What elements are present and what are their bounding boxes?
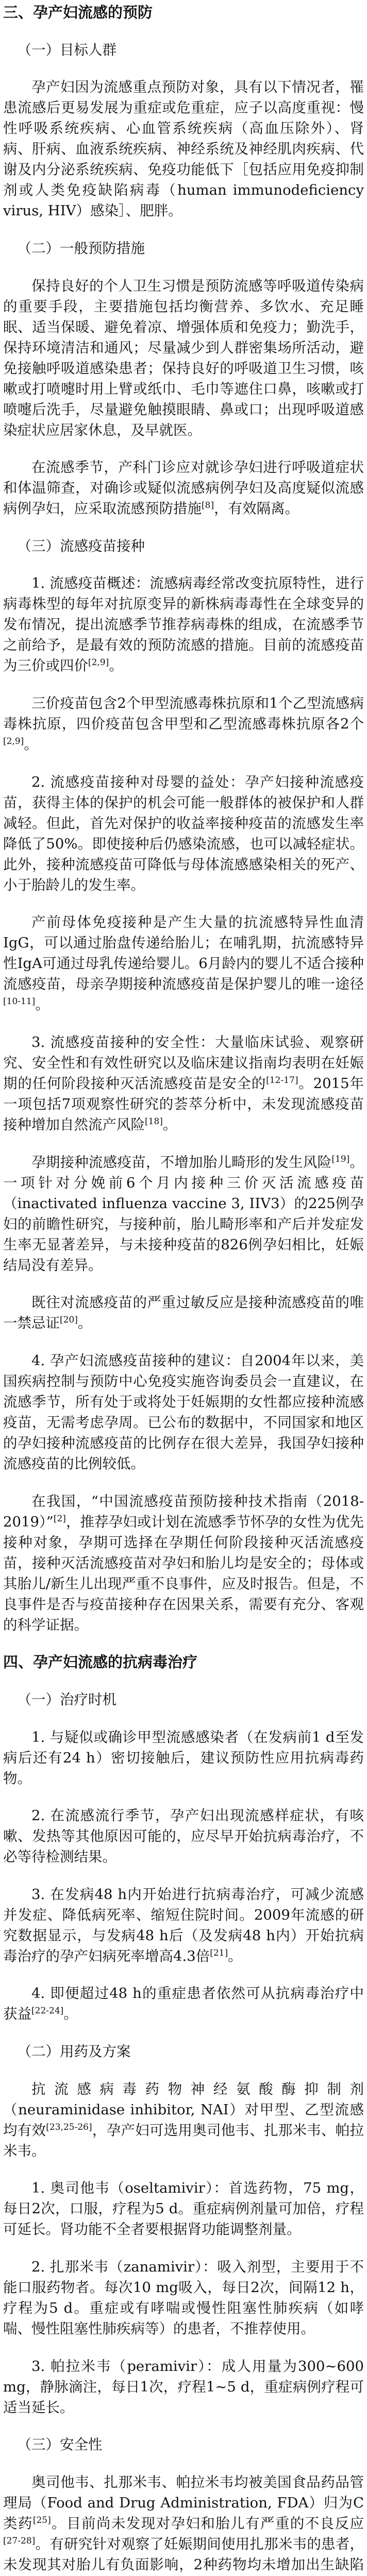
citation-ref: [22-24] bbox=[31, 2006, 64, 2016]
text-run: 。 bbox=[109, 657, 123, 674]
text-run: 3. 帕拉米韦（peramivir）：成人用量为300~600 mg，静脉滴注，每日1次，疗程1~5 d，重症病例疗程可适当延长。 bbox=[3, 2358, 364, 2416]
text-run: 孕期接种流感疫苗，不增加胎儿畸形的发生风险 bbox=[31, 1154, 332, 1171]
text-run: （一）治疗时机 bbox=[17, 1691, 116, 1708]
text-run: 。 bbox=[24, 736, 38, 753]
body-paragraph bbox=[3, 77, 364, 221]
citation-ref: [27-28] bbox=[3, 2535, 36, 2546]
citation-ref: [20] bbox=[60, 1315, 78, 1326]
subsection-heading bbox=[3, 2041, 364, 2062]
text-run: 2. 扎那米韦（zanamivir）：吸入剂型，主要用于不能口服药物者。每次10 mg吸入，每日2次，间隔12 h，疗程为5 d。重症或有哮喘或慢性阻塞性肺疾病（如哮喘、慢性阻塞性肺疾病等）的患者，不推荐使用。 bbox=[3, 2259, 364, 2337]
text-run: ，有效隔离。 bbox=[214, 500, 299, 517]
body-paragraph bbox=[3, 1350, 364, 1474]
body-paragraph bbox=[3, 2079, 364, 2161]
body-paragraph bbox=[3, 1805, 364, 1867]
text-run: 。目前尚未发现对孕妇和胎儿有严重的不良反应 bbox=[51, 2515, 364, 2532]
text-run: （二）用药及方案 bbox=[17, 2043, 131, 2060]
body-paragraph bbox=[3, 1152, 364, 1276]
citation-ref: [23,25-26] bbox=[46, 2122, 92, 2132]
citation-ref: [8] bbox=[202, 500, 214, 511]
body-paragraph bbox=[3, 772, 364, 895]
body-paragraph bbox=[3, 573, 364, 676]
text-run: 4. 孕产妇流感疫苗接种的建议：自2004年以来，美国疾病控制与预防中心免疫实施咨询委员会一直建议，在流感季节，所有处于或将处于妊娠期的女性都应接种流感疫苗，无需考虑孕周。已公布的数据中，不同国家和地区的孕妇接种流感疫苗的比例存在很大差异，我国孕妇接种流感疫苗的比例较低。 bbox=[3, 1352, 364, 1472]
text-run: 在我国，“中国流感疫苗预防接种技术指南（2018-2019）” bbox=[3, 1493, 364, 1530]
citation-ref: [25] bbox=[32, 2515, 51, 2526]
text-run: 奥司他韦、扎那米韦、帕拉米韦均被美国食品药品管理局（Food and Drug Administration, FDA）归为C类药 bbox=[3, 2473, 364, 2532]
text-run: 。 bbox=[63, 2006, 78, 2023]
text-run: （三）安全性 bbox=[17, 2436, 103, 2453]
subsection-heading bbox=[3, 40, 364, 60]
body-paragraph bbox=[3, 457, 364, 519]
text-run: 孕产妇因为流感重点预防对象，具有以下情况者，罹患流感后更易发展为重症或危重症，应子以高度重视：慢性呼吸系统疾病、心血管系统疾病（高血压除外）、肾病、肝病、血液系统疾病、神经系统及神经肌肉疾病、代谢及内分泌系统疾病、免疫功能低下［包括应用免疫抑制剂或人类免疫缺陷病毒（human immunodeficiency virus, HIV）感染］、肥胖。 bbox=[3, 79, 364, 219]
citation-ref: [2] bbox=[53, 1513, 66, 1524]
citation-ref: [12-17] bbox=[266, 1075, 298, 1086]
body-paragraph bbox=[3, 2356, 364, 2418]
body-paragraph bbox=[3, 1491, 364, 1635]
text-run: 3. 流感疫苗接种的安全性：大量临床试验、观察研究、安全性和有效性研究以及临床建议指南均表明在妊娠期的任何阶段接种灭活流感疫苗是安全的 bbox=[3, 1034, 364, 1092]
subsection-heading bbox=[3, 536, 364, 556]
text-run: ，孕产妇可选用奥司他韦、扎那米韦、帕拉米韦。 bbox=[3, 2122, 364, 2159]
text-run: 。有研究针对观察了妊娠期间使用扎那米韦的患者，未发现其对胎儿有负面影响，2种药物均未增加出生缺陷 bbox=[3, 2535, 364, 2573]
text-run: 既往对流感疫苗的严重过敏反应是接种流感疫苗的唯一禁忌证 bbox=[3, 1294, 364, 1332]
citation-ref: [2,9] bbox=[3, 736, 24, 747]
text-run: 4. 即便超过48 h的重症患者依然可从抗病毒治疗中获益 bbox=[3, 1985, 364, 2023]
body-paragraph bbox=[3, 1292, 364, 1333]
text-run: 产前母体免疫接种是产生大量的抗流感特异性血清IgG，可以通过胎盘传递给胎儿；在哺乳期，抗流感特异性IgA可通过母乳传递给婴儿。6月龄内的婴儿不适合接种流感疫苗，母亲孕期接种流感疫苗是保护婴儿的唯一途径 bbox=[3, 914, 364, 993]
text-run: 四、孕产妇流感的抗病毒治疗 bbox=[3, 1653, 198, 1671]
body-paragraph bbox=[3, 2178, 364, 2240]
body-paragraph bbox=[3, 276, 364, 440]
body-paragraph bbox=[3, 912, 364, 1015]
text-run: ，推荐孕妇或计划在流感季节怀孕的女性为优先接种对象，孕期可选择在孕期任何阶段接种灭活流感疫苗，接种灭活流感疫苗对孕妇和胎儿均是安全的；母体或其胎儿/新生儿出现严重不良事件，应及时报告。但是，不良事件是否与疫苗接种存在因果关系，需要有充分、客观的科学证据。 bbox=[3, 1513, 364, 1633]
text-run: （二）一般预防措施 bbox=[17, 240, 145, 257]
text-run: 。 bbox=[35, 996, 49, 1013]
text-run: 3. 在发病48 h内开始进行抗病毒治疗，可减少流感并发症、降低病死率、缩短住院时间。2009年流感的研究数据显示，与发病48 h后（及发病48 h内）开始抗病毒治疗的孕产妇病死率增高4.3倍 bbox=[3, 1886, 364, 1964]
text-run: 。一项针对分娩前6个月内接种三价灭活流感疫苗（inactivated influenza vaccine 3, IIV3）的225例孕妇的前瞻性研究，与接种前，胎儿畸形率和产后并发症发生率无显著差异，与未接种疫苗的826例孕妇相比，妊娠结局没有差异。 bbox=[3, 1154, 364, 1274]
text-run: （三）流感疫苗接种 bbox=[17, 537, 145, 554]
text-run: 三、孕产妇流感的预防 bbox=[3, 4, 153, 21]
body-paragraph bbox=[3, 1983, 364, 2024]
text-run: 1. 与疑似或确诊甲型流感感染者（在发病前1 d至发病后还有24 h）密切接触后，建议预防性应用抗病毒药物。 bbox=[3, 1728, 364, 1787]
text-run: 1. 奥司他韦（oseltamivir）：首选药物，75 mg，每日2次，口服，疗程为5 d。重症病例剂量可加倍，疗程可延长。肾功能不全者要根据肾功能调整剂量。 bbox=[3, 2180, 364, 2238]
body-paragraph bbox=[3, 1727, 364, 1789]
body-paragraph bbox=[3, 693, 364, 755]
citation-ref: [10-11] bbox=[3, 996, 36, 1007]
text-run: 。2015年一项包括7项观察性研究的荟萃分析中，未发现流感疫苗接种增加自然流产风险 bbox=[3, 1075, 364, 1133]
citation-ref: [19] bbox=[331, 1154, 350, 1164]
text-run: 1. 流感疫苗概述：流感病毒经常改变抗原特性，进行病毒株型的每年对抗原变异的新株病毒毒性在全球变异的发布情况，提出流感季节推荐病毒株的组成，在流感季节之前给予，是最有效的预防流感的措施。目前的流感疫苗为三价或四价 bbox=[3, 575, 364, 674]
subsection-heading bbox=[3, 238, 364, 259]
citation-ref: [21] bbox=[210, 1947, 228, 1958]
text-run: 三价疫苗包含2个甲型流感毒株抗原和1个乙型流感病毒株抗原，四价疫苗包含甲型和乙型流感毒株抗原各2个 bbox=[3, 695, 364, 733]
text-run: 保持良好的个人卫生习惯是预防流感等呼吸道传染病的重要手段，主要措施包括均衡营养、多饮水、充足睡眠、适当保暖、避免着凉、增强体质和免疫力；勤洗手，保持环境清洁和通风；尽量减少到人群密集场所活动，避免接触呼吸道感染患者；保持良好的呼吸道卫生习惯，咳嗽或打喷嚏时用上臂或纸巾、毛巾等遮住口鼻，咳嗽或打喷嚏后洗手，尽量避免触摸眼睛、鼻或口；出现呼吸道感染症状应居家休息，及早就医。 bbox=[3, 277, 364, 438]
body-paragraph bbox=[3, 1884, 364, 1967]
section-heading bbox=[3, 1652, 364, 1672]
body-paragraph bbox=[3, 1032, 364, 1135]
text-run: 2. 流感疫苗接种对母婴的益处：孕产妇接种流感疫苗，获得主体的保护的机会可能一般群体的被保护和人群减轻。但此，首先对保护的收益率接种疫苗的流感发生率降低了50%。即使接种后仍感染流感，也可以减轻症状。此外，接种流感疫苗可降低与母体流感感染相关的死产、小于胎龄儿的发生率。 bbox=[3, 773, 364, 893]
text-run: 2. 在流感流行季节，孕产妇出现流感样症状，有咳嗽、发热等其他原因可能的，应尽早开始抗病毒治疗，不必等待检测结果。 bbox=[3, 1807, 364, 1866]
text-run: 抗流感病毒药物神经氨酸酶抑制剂（neuraminidase inhibitor, NAI）对甲型、乙型流感均有效 bbox=[3, 2080, 364, 2139]
body-paragraph bbox=[3, 2257, 364, 2339]
text-run: 。 bbox=[162, 1116, 177, 1133]
body-paragraph bbox=[3, 2472, 364, 2576]
text-run: 。 bbox=[228, 1947, 242, 1964]
text-run: （一）目标人群 bbox=[17, 41, 116, 58]
text-run: 在流感季节，产科门诊应对就诊孕妇进行呼吸道症状和体温筛查，对确诊或疑似流感病例孕妇及高度疑似流感病例孕妇，应采取流感预防措施 bbox=[3, 459, 364, 517]
citation-ref: [2,9] bbox=[88, 657, 109, 668]
subsection-heading bbox=[3, 1689, 364, 1710]
text-run: 。 bbox=[77, 1315, 92, 1332]
citation-ref: [18] bbox=[145, 1116, 163, 1127]
subsection-heading bbox=[3, 2434, 364, 2455]
section-heading bbox=[3, 2, 364, 23]
